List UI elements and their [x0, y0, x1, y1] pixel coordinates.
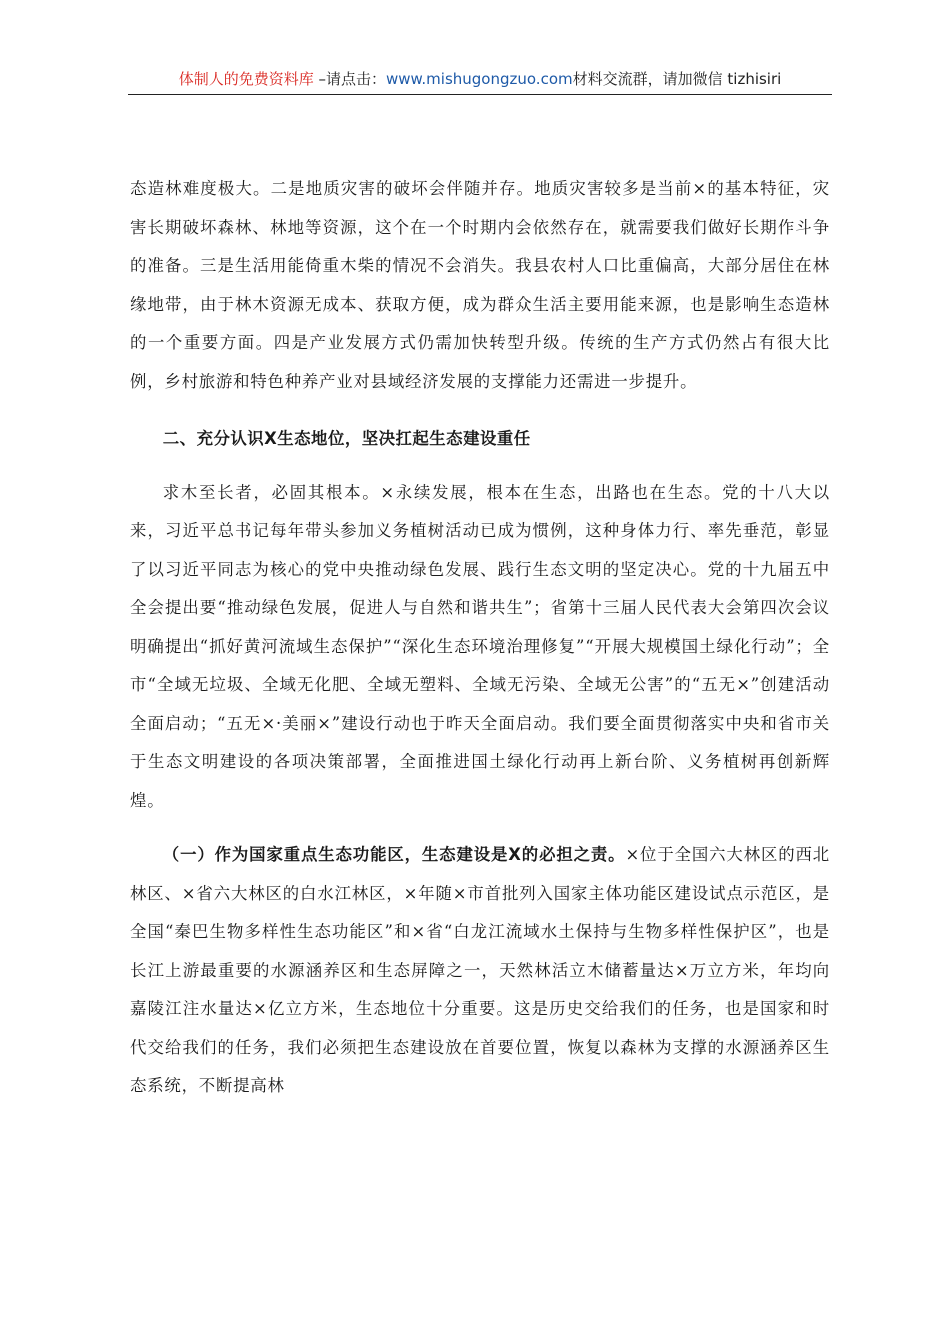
paragraph-ecology-status: 求木至长者，必固其根本。×永续发展，根本在生态，出路也在生态。党的十八大以来，习近平总书记每年带头参加义务植树活动已成为惯例，这种身体力行、率先垂范，彰显了以习近平同志为核心的党中央推动绿色发展、践行生态文明的坚定决心。党的十九届五中全会提出要“推动绿色发展，促进人与自然和谐共生”；省第十三届人民代表大会第四次会议明确提出“抓好黄河流域生态保护”“深化生态环境治理修复”“开展大规模国土绿化行动”；全市“全域无垃圾、全域无化肥、全域无塑料、全域无污染、全域无公害”的“五无×”创建活动全面启动；“五无×·美丽×”建设行动也于昨天全面启动。我们要全面贯彻落实中央和省市关于生态文明建设的各项决策部署，全面推进国土绿化行动再上新台阶、义务植树再创新辉煌。 [130, 482, 830, 810]
page-header [128, 68, 832, 95]
paragraph-subsection-1 [130, 836, 830, 1106]
subsection-1-lead: （一）作为国家重点生态功能区，生态建设是X的必担之责。 [162, 845, 626, 864]
header-url-link[interactable]: www.mishugongzuo.com [385, 70, 573, 88]
document-body [130, 170, 830, 1106]
section-heading-2: 二、充分认识X生态地位，坚决扛起生态建设重任 [162, 429, 531, 448]
header-site-name: 体制人的免费资料库 [178, 70, 314, 88]
header-contact: 材料交流群，请加微信 tizhisiri [572, 70, 782, 88]
paragraph-continuation: 态造林难度极大。二是地质灾害的破坏会伴随并存。地质灾害较多是当前×的基本特征，灾害长期破坏森林、林地等资源，这个在一个时期内会依然存在，就需要我们做好长期作斗争的准备。三是生活用能倚重木柴的情况不会消失。我县农村人口比重偏高，大部分居住在林缘地带，由于林木资源无成本、获取方便，成为群众生活主要用能来源，也是影响生态造林的一个重要方面。四是产业发展方式仍需加快转型升级。传统的生产方式仍然占有很大比例，乡村旅游和特色种养产业对县域经济发展的支撑能力还需进一步提升。 [130, 179, 830, 391]
header-click-prompt: –请点击： [313, 70, 386, 88]
subsection-1-text: ×位于全国六大林区的西北林区、×省六大林区的白水江林区，×年随×市首批列入国家主体功能区建设试点示范区，是全国“秦巴生物多样性生态功能区”和×省“白龙江流域水土保持与生物多样性保护区”，也是长江上游最重要的水源涵养区和生态屏障之一，天然林活立木储蓄量达×万立方米，年均向嘉陵江注水量达×亿立方米，生态地位十分重要。这是历史交给我们的任务，也是国家和时代交给我们的任务，我们必须把生态建设放在首要位置，恢复以森林为支撑的水源涵养区生态系统，不断提高林 [130, 845, 830, 1095]
